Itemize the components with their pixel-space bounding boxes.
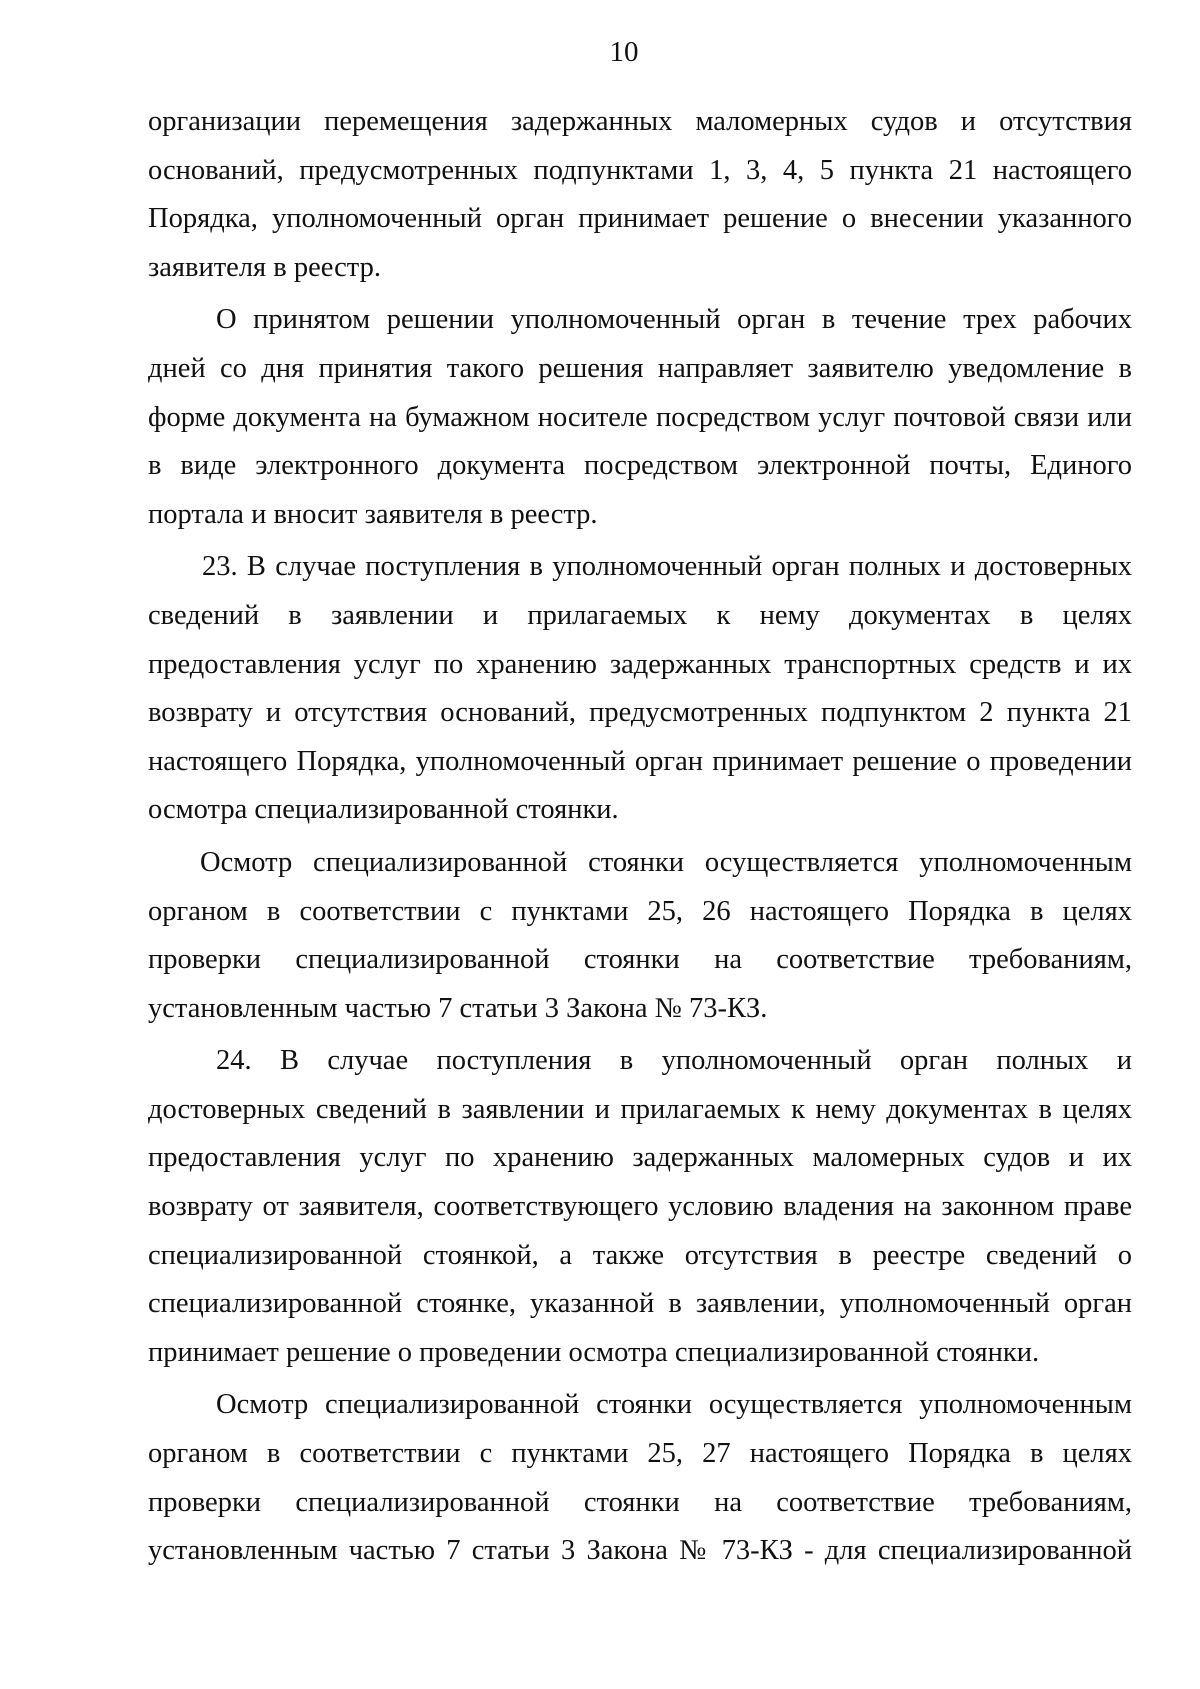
text-line: проверки специализированной стоянки на соответствие требованиям,: [148, 944, 1132, 976]
text-line: в виде электронного документа посредством электронной почты, Единого: [148, 450, 1132, 482]
text-line: специализированной стоянке, указанной в заявлении, уполномоченный орган: [148, 1288, 1132, 1320]
text-line: заявителя в реестр.: [148, 251, 381, 283]
paragraph-item-23: [148, 543, 1132, 835]
paragraph-inspection-1: [148, 839, 1132, 1033]
text-line: 24. В случае поступления в уполномоченный орган полных и: [216, 1045, 1132, 1077]
text-line: возврату от заявителя, соответствующего условию владения на законном праве: [148, 1191, 1132, 1223]
text-line: Порядка, уполномоченный орган принимает решение о внесении указанного: [148, 203, 1132, 235]
text-line: органом в соответствии с пунктами 25, 27 настоящего Порядка в целях: [148, 1438, 1132, 1470]
text-line: 23. В случае поступления в уполномоченный орган полных и достоверных: [202, 551, 1132, 583]
text-line: Осмотр специализированной стоянки осуществляется уполномоченным: [216, 1389, 1132, 1421]
text-line: оснований, предусмотренных подпунктами 1, 3, 4, 5 пункта 21 настоящего: [148, 154, 1132, 186]
text-line: установленным частью 7 статьи 3 Закона № 73-КЗ - для специализированной: [148, 1535, 1132, 1567]
text-line: предоставления услуг по хранению задержанных маломерных судов и их: [148, 1142, 1132, 1174]
text-line: организации перемещения задержанных маломерных судов и отсутствия: [148, 106, 1132, 137]
paragraph-item-24: [148, 1037, 1132, 1377]
paragraph-continuation: [148, 98, 1132, 292]
text-line: специализированной стоянкой, а также отсутствия в реестре сведений о: [148, 1239, 1132, 1271]
text-line: принимает решение о проведении осмотра специализированной стоянки.: [148, 1336, 1040, 1368]
text-line: достоверных сведений в заявлении и прилагаемых к нему документах в целях: [148, 1093, 1132, 1125]
text-line: О принятом решении уполномоченный орган в течение трех рабочих: [216, 304, 1132, 336]
paragraph-decision-notice: [148, 296, 1132, 539]
text-line: Осмотр специализированной стоянки осуществляется уполномоченным: [200, 846, 1132, 878]
text-line: возврату и отсутствия оснований, предусмотренных подпунктом 2 пункта 21: [148, 697, 1132, 729]
document-body: [148, 98, 1132, 1576]
text-line: портала и вносит заявителя в реестр.: [148, 498, 598, 530]
page-number: 10: [609, 36, 639, 68]
text-line: предоставления услуг по хранению задержанных транспортных средств и их: [148, 648, 1132, 680]
text-line: органом в соответствии с пунктами 25, 26 настоящего Порядка в целях: [148, 895, 1132, 927]
text-line: настоящего Порядка, уполномоченный орган принимает решение о проведении: [148, 745, 1132, 777]
paragraph-inspection-2: [148, 1381, 1132, 1575]
text-line: проверки специализированной стоянки на соответствие требованиям,: [148, 1486, 1132, 1518]
text-line: установленным частью 7 статьи 3 Закона № 73-КЗ.: [148, 992, 768, 1024]
text-line: осмотра специализированной стоянки.: [148, 794, 619, 826]
text-line: сведений в заявлении и прилагаемых к нему документах в целях: [148, 599, 1132, 631]
text-line: форме документа на бумажном носителе посредством услуг почтовой связи или: [148, 401, 1132, 433]
text-line: дней со дня принятия такого решения направляет заявителю уведомление в: [148, 352, 1132, 384]
